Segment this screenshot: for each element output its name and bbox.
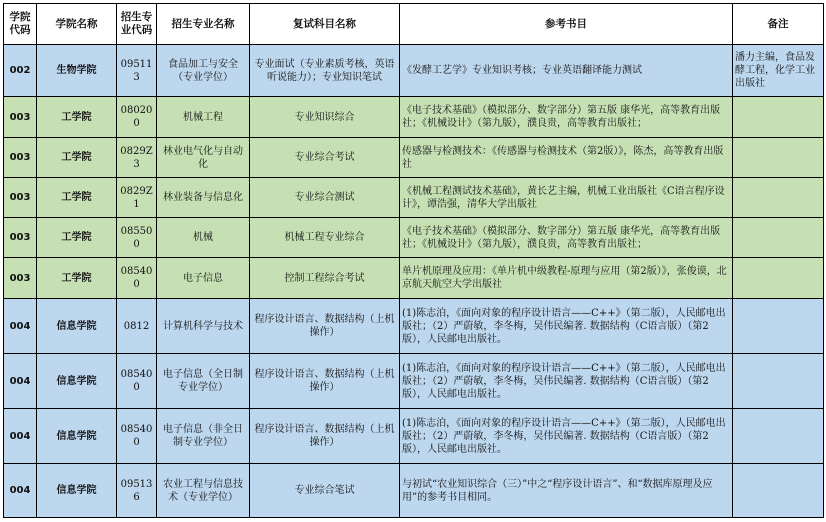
- retest-subject: 机械工程专业综合: [250, 218, 400, 258]
- major-code: 0812: [117, 299, 157, 354]
- major-code: 0829Z1: [117, 178, 157, 218]
- table-row: [4, 45, 824, 97]
- college-code: 002: [4, 45, 37, 97]
- college-code: 003: [4, 258, 37, 299]
- reference-books: 单片机原理及应用：《单片机中级教程-原理与应用（第2版）》，张俊谟，北京航天航空大学出版社: [400, 258, 733, 299]
- header-retest-subject: 复试科目名称: [250, 4, 400, 45]
- table-row: [4, 464, 824, 518]
- major-name: 电子信息（全日制专业学位）: [157, 354, 250, 409]
- header-major-code: 招生专业代码: [117, 4, 157, 45]
- college-code: 003: [4, 97, 37, 138]
- reference-books: (1)陈志泊，《面向对象的程序设计语言——C++》（第二版），人民邮电出版社；（2）严蔚敏，李冬梅，吴伟民编著. 数据结构（C语言版）（第2版），人民邮电出版社。: [400, 299, 733, 354]
- retest-subject: 程序设计语言、数据结构（上机操作）: [250, 299, 400, 354]
- major-code: 085500: [117, 218, 157, 258]
- college-name: 工学院: [37, 138, 117, 178]
- major-code: 095136: [117, 464, 157, 518]
- major-code: 095113: [117, 45, 157, 97]
- remarks: [733, 299, 824, 354]
- college-code: 004: [4, 299, 37, 354]
- retest-subject: 专业面试（专业素质考核，英语听说能力）；专业知识笔试: [250, 45, 400, 97]
- header-college-name: 学院名称: [37, 4, 117, 45]
- table-row: [4, 258, 824, 299]
- remarks: [733, 409, 824, 464]
- reference-books: 《电子技术基础》（模拟部分、数字部分）第五版 康华光，高等教育出版社；《机械设计》（第九版），濮良贵，高等教育出版社；: [400, 218, 733, 258]
- major-name: 电子信息（非全日制专业学位）: [157, 409, 250, 464]
- remarks: [733, 97, 824, 138]
- college-name: 工学院: [37, 258, 117, 299]
- college-name: 生物学院: [37, 45, 117, 97]
- college-name: 工学院: [37, 97, 117, 138]
- retest-subject: 专业知识综合: [250, 97, 400, 138]
- college-name: 信息学院: [37, 409, 117, 464]
- table-row: [4, 218, 824, 258]
- table-row: [4, 138, 824, 178]
- table-row: [4, 97, 824, 138]
- major-name: 机械工程: [157, 97, 250, 138]
- remarks: 潘力主编，食品发酵工程，化学工业出版社: [733, 45, 824, 97]
- reference-books: 《发酵工艺学》专业知识考核；专业英语翻译能力测试: [400, 45, 733, 97]
- major-name: 电子信息: [157, 258, 250, 299]
- major-code: 085400: [117, 409, 157, 464]
- reference-books: 与初试“农业知识综合（三）”中之“程序设计语言”、和“数据库原理及应用”的参考书目相同。: [400, 464, 733, 518]
- admissions-table: [3, 3, 824, 518]
- reference-books: 《电子技术基础》（模拟部分、数字部分）第五版 康华光，高等教育出版社；《机械设计》（第九版），濮良贵，高等教育出版社；: [400, 97, 733, 138]
- table-row: [4, 354, 824, 409]
- retest-subject: 控制工程综合考试: [250, 258, 400, 299]
- remarks: [733, 178, 824, 218]
- college-code: 003: [4, 178, 37, 218]
- table-row: [4, 178, 824, 218]
- college-code: 003: [4, 218, 37, 258]
- retest-subject: 专业综合测试: [250, 178, 400, 218]
- header-row: [4, 4, 824, 45]
- major-code: 080200: [117, 97, 157, 138]
- college-code: 004: [4, 409, 37, 464]
- reference-books: 《机械工程测试技术基础》，黄长艺主编，机械工业出版社《C语言程序设计》，谭浩强，清华大学出版社: [400, 178, 733, 218]
- major-code: 085400: [117, 354, 157, 409]
- college-code: 003: [4, 138, 37, 178]
- reference-books: (1)陈志泊，《面向对象的程序设计语言——C++》（第二版），人民邮电出版社；（2）严蔚敏，李冬梅，吴伟民编著. 数据结构（C语言版）（第2版），人民邮电出版社。: [400, 354, 733, 409]
- major-name: 农业工程与信息技术（专业学位）: [157, 464, 250, 518]
- college-name: 工学院: [37, 178, 117, 218]
- remarks: [733, 464, 824, 518]
- reference-books: 传感器与检测技术：《传感器与检测技术（第2版）》，陈杰，高等教育出版社: [400, 138, 733, 178]
- college-name: 信息学院: [37, 464, 117, 518]
- table-row: [4, 299, 824, 354]
- major-name: 计算机科学与技术: [157, 299, 250, 354]
- retest-subject: 专业综合笔试: [250, 464, 400, 518]
- major-code: 0829Z3: [117, 138, 157, 178]
- header-remarks: 备注: [733, 4, 824, 45]
- remarks: [733, 138, 824, 178]
- major-name: 林业电气化与自动化: [157, 138, 250, 178]
- reference-books: (1)陈志泊，《面向对象的程序设计语言——C++》（第二版），人民邮电出版社；（2）严蔚敏，李冬梅，吴伟民编著. 数据结构（C语言版）（第2版），人民邮电出版社。: [400, 409, 733, 464]
- header-reference-books: 参考书目: [400, 4, 733, 45]
- college-name: 信息学院: [37, 354, 117, 409]
- retest-subject: 程序设计语言、数据结构（上机操作）: [250, 354, 400, 409]
- retest-subject: 程序设计语言、数据结构（上机操作）: [250, 409, 400, 464]
- college-code: 004: [4, 464, 37, 518]
- major-code: 085400: [117, 258, 157, 299]
- retest-subject: 专业综合考试: [250, 138, 400, 178]
- table-row: [4, 409, 824, 464]
- remarks: [733, 354, 824, 409]
- major-name: 林业装备与信息化: [157, 178, 250, 218]
- major-name: 机械: [157, 218, 250, 258]
- major-name: 食品加工与安全（专业学位）: [157, 45, 250, 97]
- remarks: [733, 258, 824, 299]
- remarks: [733, 218, 824, 258]
- college-name: 工学院: [37, 218, 117, 258]
- college-code: 004: [4, 354, 37, 409]
- header-major-name: 招生专业名称: [157, 4, 250, 45]
- college-name: 信息学院: [37, 299, 117, 354]
- header-college-code: 学院代码: [4, 4, 37, 45]
